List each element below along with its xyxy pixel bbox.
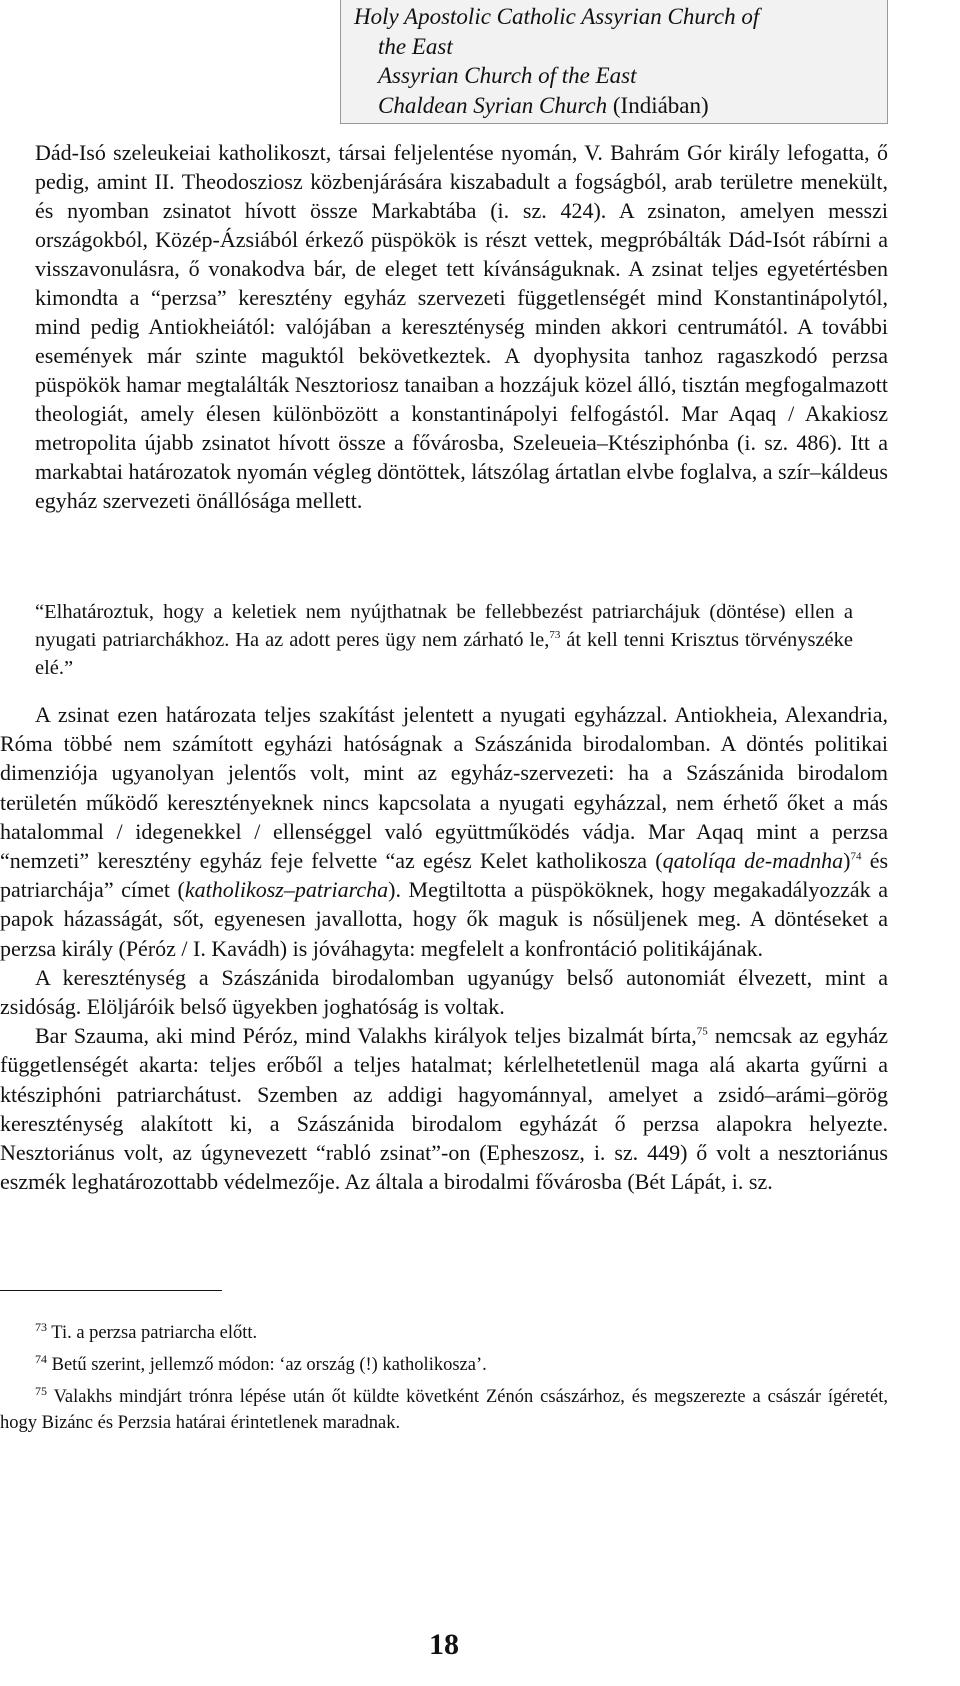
- footnote-ref-73: 73: [549, 629, 561, 642]
- paragraph-4-part-1: Bar Szauma, aki mind Péróz, mind Valakhs királyok teljes bizalmát bírta,: [35, 1023, 697, 1049]
- header-line-4-plain: (Indiában): [607, 92, 709, 118]
- footnote-separator: [0, 1290, 222, 1291]
- paragraph-2-paren-open: (: [647, 848, 663, 874]
- footnote-73: [0, 1320, 888, 1346]
- page-number: 18: [429, 1628, 459, 1661]
- footnote-ref-75: 75: [696, 1025, 708, 1038]
- quote-text-part-2: át kell tenni Krisztus törvényszéke elé.”: [35, 629, 854, 679]
- paragraph-2-text: A zsinat ezen határozata teljes szakítást jelentett a nyugati egyházzal. Antiokheia, Alexandria, Róma többé nem számított egyházi hatóságnak a Szászánida birodalomban. A döntés politikai dimenziója ugyanolyan jelentős volt, mint az egyház-szervezeti: ha a Szászánida birodalom területén működő keresztényeknek nincs kapcsolata a nyugati egyházzal, nem érhető őket a más hatalommal / idegenekkel / ellenséggel való együttműködés vádja. Mar Aqaq mint a perzsa “nemzeti” keresztény egyház feje felvette “az egész Kelet katholikosza: [0, 702, 888, 874]
- body-section-2: [0, 700, 888, 1196]
- footnote-ref-74: 74: [850, 850, 862, 863]
- header-line-1: Holy Apostolic Catholic Assyrian Church of: [354, 4, 760, 29]
- paragraph-4: [0, 1021, 888, 1196]
- header-line-4-italic: Chaldean Syrian Church: [378, 92, 608, 118]
- term-katholikosz-patriarcha: katholikosz–patriarcha: [184, 877, 389, 903]
- footnote-75: [0, 1384, 888, 1436]
- header-line-4: [354, 91, 887, 121]
- quote-text: [35, 598, 853, 682]
- footnote-number-74: 74: [35, 1351, 47, 1366]
- body-section-1: [0, 138, 888, 515]
- paragraph-1: Dád-Isó szeleukeiai katholikoszt, társai feljelentése nyomán, V. Bahrám Gór király lefogatta, ő pedig, amint II. Theodosziosz közbenjárására kiszabadult a fogságból, arab területre menekült, és nyomban zsinatot hívott össze Markabtába (i. sz. 424). A zsinaton, amelyen messzi országokból, Közép-Ázsiából érkező püspökök is részt vettek, megpróbálták Dád-Isót rábírni a visszavonulásra, ő vonakodva bár, de eleget tett kívánságuknak. A zsinat teljes egyetértésben kimondta a “perzsa” keresztény egyház szervezeti függetlenségét mind Konstantinápolytól, mind pedig Antiokheiától: valójában a kereszténység minden akkori centrumától. A további események már szinte maguktól bekövetkeztek. A dyophysita tanhoz ragaszkodó perzsa püspökök hamar megtalálták Nesztoriosz tanaiban a hozzájuk közel álló, tisztán megfogalmazott theologiát, amely élesen különbözött a konstantinápolyi felfogástól. Mar Aqaq / Akakiosz metropolita újabb zsinatot hívott össze a fővárosba, Szeleueia–Ktésziphónba (i. sz. 486). Itt a markabtai határozatok nyomán végleg döntöttek, látszólag ártatlan elvbe foglalva, a szír–káldeus egyház szervezeti önállósága mellett.: [35, 140, 888, 513]
- footnote-number-73: 73: [35, 1319, 47, 1334]
- footnote-number-75: 75: [35, 1383, 47, 1398]
- paragraph-2-end: ). Megtiltotta a püspököknek, hogy megakadályozzák a papok házasságát, sőt, egyenesen javallotta, hogy ők maguk is nősüljenek meg. A döntéseket a perzsa király (Péróz / I. Kavádh) is jóváhagyta: megfelelt a konfrontáció politikájának.: [0, 877, 888, 961]
- footnote-text-73: Ti. a perzsa patriarcha előtt.: [47, 1323, 258, 1343]
- footnote-74: [0, 1352, 888, 1378]
- paragraph-2-paren-close: ): [843, 848, 851, 874]
- quote-block: [35, 598, 853, 682]
- header-line-3: Assyrian Church of the East: [378, 63, 637, 88]
- quote-text-part-1: “Elhatároztuk, hogy a keletiek nem nyújthatnak be fellebbezést patriarchájuk (döntése) ellen a nyugati patriarchákhoz. Ha az adott peres ügy nem zárható le,: [35, 601, 853, 651]
- paragraph-3: A kereszténység a Szászánida birodalomban ugyanúgy belső autonomiát élvezett, mint a zsidóság. Elöljáróik belső ügyekben joghatóság is voltak.: [0, 964, 888, 1020]
- paragraph-4-part-2: nemcsak az egyház függetlenségét akarta: teljes erőből a teljes hatalmat; kérlelhetetlenül maga alá akarta gyűrni a ktésziphóni patriarchátust. Szemben az addigi hagyománnyal, amelyet a zsidó–arámi–görög kereszténység alakított ki, a Szászánida birodalom egyházát ő perzsa alapokra helyezte. Nesztoriánus volt, az úgynevezett “rabló zsinat”-on (Epheszosz, i. sz. 449) ő volt a nesztoriánus eszmék leghatározottabb védelmezője. Az általa a birodalmi fővárosba (Bét Lápát, i. sz.: [0, 1023, 888, 1195]
- term-qatoliqa: qatolíqa de-madnha: [662, 848, 844, 874]
- paragraph-2-mid: és patriarchája” címet (: [0, 848, 889, 903]
- footnote-text-75: Valakhs mindjárt trónra lépése után őt küldte követként Zénón császárhoz, és megszerezte a császár ígéretét, hogy Bizánc és Perzsia határai érintetlenek maradnak.: [0, 1387, 888, 1433]
- footnote-text-74: Betű szerint, jellemző módon: ‘az ország (!) katholikosza’.: [47, 1355, 487, 1375]
- header-line-2: the East: [378, 33, 453, 59]
- footnotes: [0, 1320, 888, 1442]
- header-box: [340, 0, 888, 124]
- paragraph-2: [0, 700, 888, 963]
